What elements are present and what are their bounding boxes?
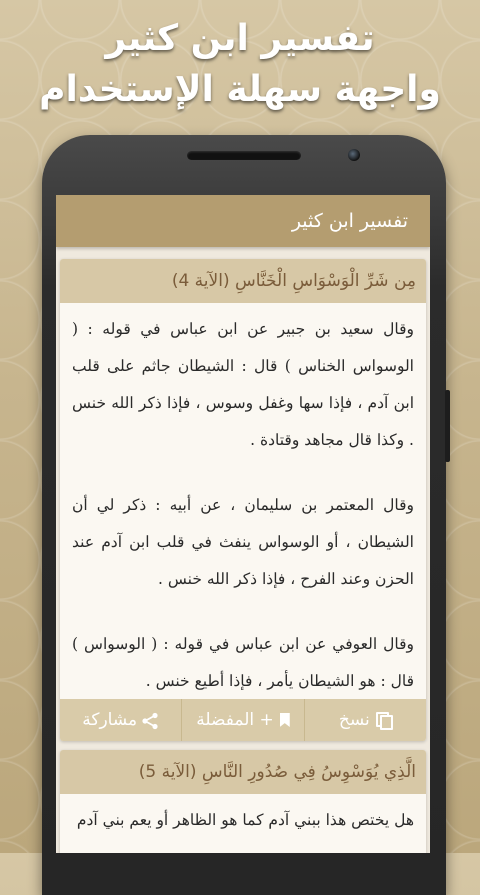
phone-speaker (187, 151, 301, 160)
tafsir-text (60, 794, 426, 839)
tafsir-paragraph: وقال سعيد بن جبير عن ابن عباس في قوله : ( الوسواس الخناس ) قال : الشيطان جاثم على قلب ابن آدم ، فإذا سها وغفل وسوس ، فإذا ذكر الله خنس . وكذا قال مجاهد وقتادة . (72, 320, 414, 449)
verse-card (60, 750, 426, 853)
tafsir-text (60, 303, 426, 700)
verse-header (60, 259, 426, 303)
phone-side-button (445, 390, 450, 462)
tafsir-paragraph: وقال العوفي عن ابن عباس في قوله : ( الوسواس ) قال : هو الشيطان يأمر ، فإذا أطيع خنس . (72, 635, 414, 690)
app-bar (56, 195, 430, 247)
share-button[interactable] (60, 699, 181, 741)
promo-headline (0, 14, 480, 116)
add-favorite-button[interactable] (181, 699, 303, 741)
favorite-label: + المفضلة (196, 710, 274, 730)
verse-card (60, 259, 426, 741)
copy-button[interactable] (304, 699, 426, 741)
share-label: مشاركة (82, 710, 138, 730)
tafsir-paragraph: هل يختص هذا ببني آدم كما هو الظاهر أو يعم بني آدم (76, 811, 414, 829)
copy-icon (376, 712, 392, 728)
bookmark-icon (280, 713, 290, 727)
promo-line-2: واجهة سهلة الإستخدام (39, 69, 441, 110)
card-actions (60, 699, 426, 741)
copy-label: نسخ (338, 710, 370, 730)
verse-header-text: الَّذِي يُوَسْوِسُ فِي صُدُورِ النَّاسِ (الآية 5) (138, 762, 416, 782)
verse-header-text: مِن شَرِّ الْوَسْوَاسِ الْخَنَّاسِ (الآية 4) (171, 271, 416, 291)
share-icon (143, 712, 159, 728)
phone-camera (348, 149, 360, 161)
promo-line-1: تفسير ابن كثير (105, 18, 375, 59)
verse-header (60, 750, 426, 794)
app-title: تفسير ابن كثير (291, 210, 408, 232)
tafsir-paragraph: وقال المعتمر بن سليمان ، عن أبيه : ذكر لي أن الشيطان ، أو الوسواس ينفث في قلب ابن آدم عند الحزن وعند الفرح ، فإذا ذكر الله خنس . (72, 496, 414, 588)
app-screen (56, 195, 430, 853)
